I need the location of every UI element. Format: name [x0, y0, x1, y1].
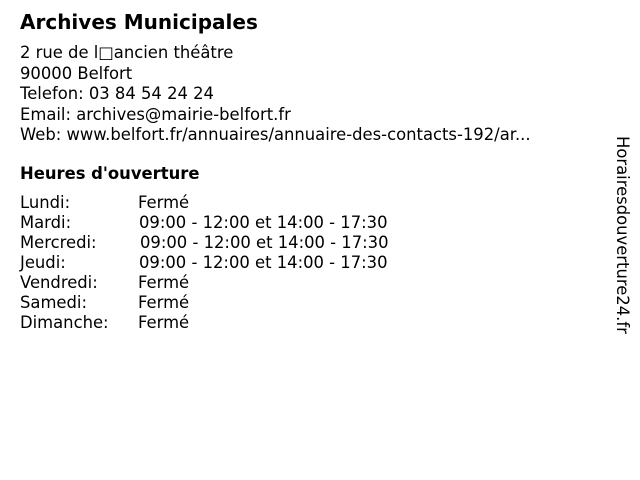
street-address: 2 rue de l□ancien théâtre	[20, 43, 234, 62]
day-hours: 09:00 - 12:00 et 14:00 - 17:30	[139, 253, 388, 272]
day-label: Dimanche:	[20, 313, 109, 332]
day-hours: 09:00 - 12:00 et 14:00 - 17:30	[140, 233, 389, 252]
contact-block	[20, 43, 531, 146]
day-hours: Fermé	[138, 313, 190, 332]
day-label: Vendredi:	[20, 273, 98, 292]
day-label: Samedi:	[20, 293, 87, 312]
day-hours: Fermé	[138, 293, 190, 312]
site-watermark: Horairesdouverture24.fr	[613, 136, 632, 334]
day-label: Mercredi:	[20, 233, 97, 252]
day-hours: 09:00 - 12:00 et 14:00 - 17:30	[139, 213, 388, 232]
day-label: Lundi:	[20, 193, 71, 212]
web-line: Web: www.belfort.fr/annuaires/annuaire-des-contacts-192/ar...	[20, 125, 531, 145]
hours-heading: Heures d'ouverture	[20, 164, 200, 183]
phone-line: Telefon: 03 84 54 24 24	[20, 84, 214, 104]
city-line: 90000 Belfort	[20, 63, 133, 83]
day-label: Jeudi:	[20, 253, 66, 272]
day-hours: Fermé	[138, 193, 190, 212]
page-title: Archives Municipales	[20, 10, 258, 34]
day-label: Mardi:	[20, 213, 72, 232]
email-line: Email: archives@mairie-belfort.fr	[20, 104, 291, 124]
day-hours: Fermé	[138, 273, 190, 292]
